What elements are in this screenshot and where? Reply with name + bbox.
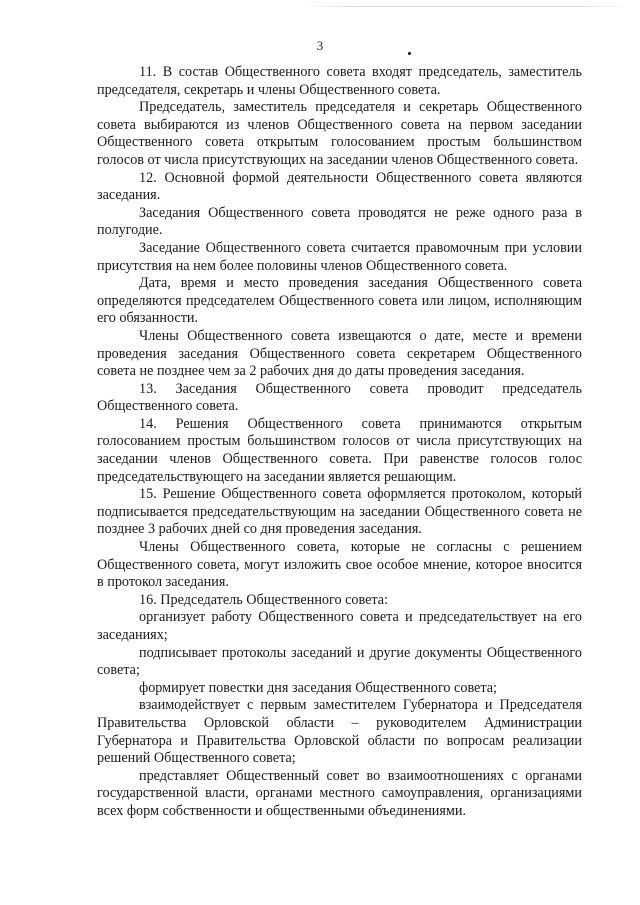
paragraph: организует работу Общественного совета и председательствует на его заседаниях; [97,609,582,643]
paragraph: Дата, время и место проведения заседания Общественного совета определяются председателем Общественного совета или лицом, исполняющим его обязанности. [97,275,582,327]
paragraph: 13. Заседания Общественного совета проводит председатель Общественного совета. [97,380,582,415]
scan-dot [408,52,411,55]
paragraph: Заседания Общественного совета проводятся не реже одного раза в полугодие. [97,204,582,239]
paragraph: представляет Общественный совет во взаимоотношениях с органами государственной власти, органами местного самоуправления, организациями всех форм собственности и общественными объединениями. [97,767,582,819]
paragraph: подписывает протоколы заседаний и другие документы Общественного совета; [97,644,582,679]
paragraph: Члены Общественного совета извещаются о дате, месте и времени проведения заседания Общественного совета секретарем Общественного совета не позднее чем за 2 рабочих дня до даты проведения заседания. [97,327,582,380]
paragraph: 12. Основной формой деятельности Общественного совета являются заседания. [97,169,582,204]
paragraph: Члены Общественного совета, которые не согласны с решением Общественного совета, могут изложить свое особое мнение, которое вносится в протокол заседания. [97,539,582,591]
paragraph: 16. Председатель Общественного совета: [139,591,389,608]
page-number: 3 [316,38,324,53]
paragraph: взаимодействует с первым заместителем Губернатора и Председателя Правительства Орловской области – руководителем Администрации Губернатора и Правительства Орловской области по вопросам реализации решений Общественного совета; [97,697,582,767]
paragraph: 15. Решение Общественного совета оформляется протоколом, который подписывается председательствующим на заседании Общественного совета не позднее 3 рабочих дней со дня проведения заседания. [97,486,582,538]
paragraph: Председатель, заместитель председателя и секретарь Общественного совета выбираются из членов Общественного совета на первом заседании Общественного совета открытым голосованием простым большинством голосов от числа присутствующих на заседании членов Общественного совета. [97,99,582,168]
paragraph: Заседание Общественного совета считается правомочным при условии присутствия на нем более половины членов Общественного совета. [97,239,582,274]
scan-artifact-line [300,6,630,7]
paragraph: 11. В состав Общественного совета входят председатель, заместитель председателя, секретарь и члены Общественного совета. [97,64,582,98]
paragraph: формирует повестки дня заседания Общественного совета; [139,679,497,696]
document-body [97,64,582,821]
paragraph: 14. Решения Общественного совета принимаются открытым голосованием простым большинством голосов от числа присутствующих на заседании членов Общественного совета. При равенстве голосов голос председательствующего на заседании является решающим. [97,415,582,485]
